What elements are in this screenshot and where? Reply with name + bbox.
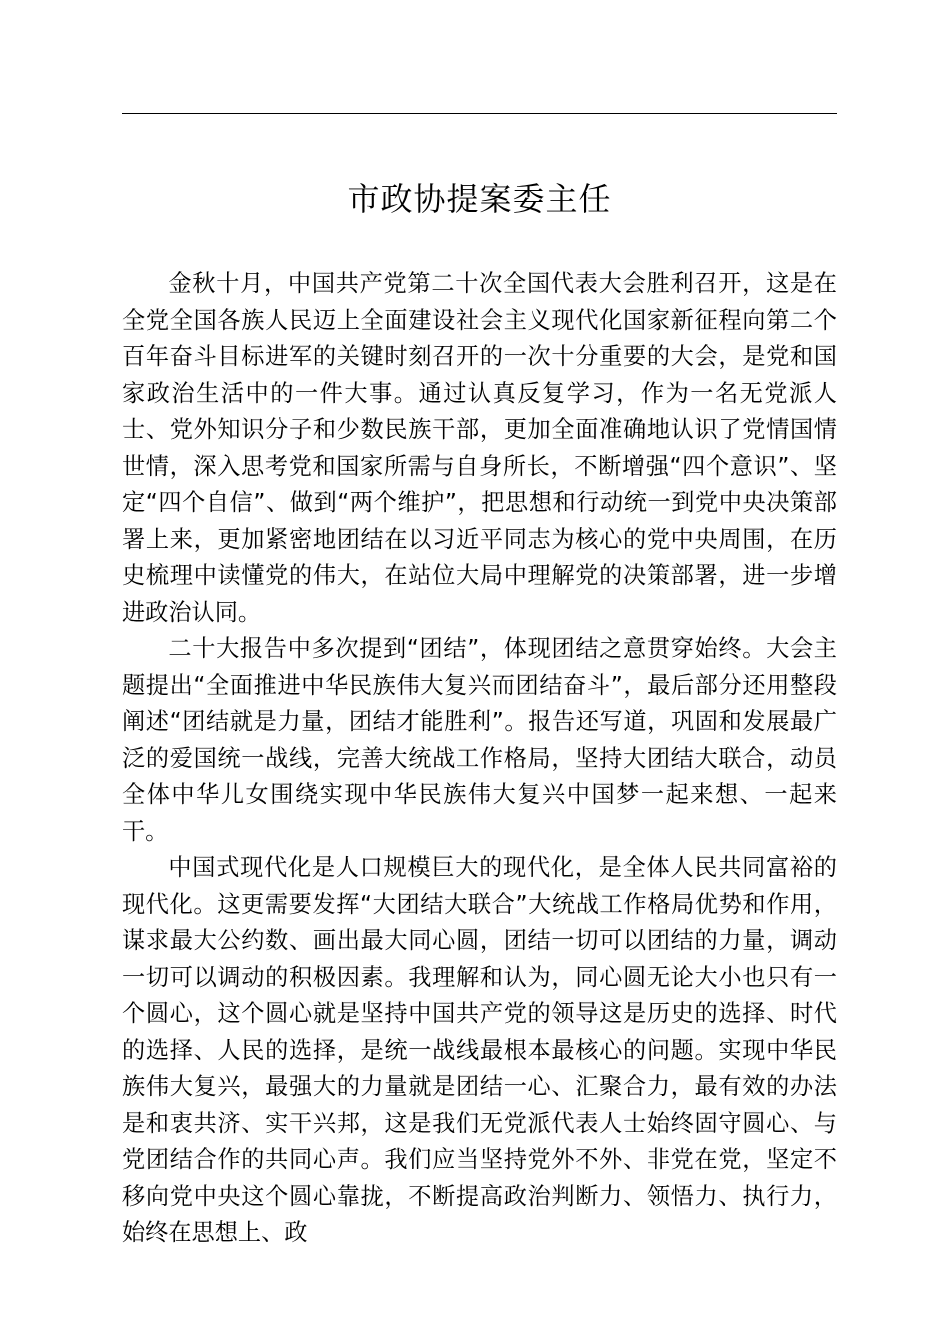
paragraph-2: 二十大报告中多次提到“团结”，体现团结之意贯穿始终。大会主题提出“全面推进中华民族伟大复兴而团结奋斗”，最后部分还用整段阐述“团结就是力量，团结才能胜利”。报告还写道，巩固和发展最广泛的爱国统一战线，完善大统战工作格局，坚持大团结大联合，动员全体中华儿女围绕实现中华民族伟大复兴中国梦一起来想、一起来干。 — [122, 635, 837, 845]
paragraph-3: 中国式现代化是人口规模巨大的现代化，是全体人民共同富裕的现代化。这更需要发挥“大团结大联合”大统战工作格局优势和作用，谋求最大公约数、画出最大同心圆，团结一切可以团结的力量，调动一切可以调动的积极因素。我理解和认为，同心圆无论大小也只有一个圆心，这个圆心就是坚持中国共产党的领导这是历史的选择、时代的选择、人民的选择，是统一战线最根本最核心的问题。实现中华民族伟大复兴，最强大的力量就是团结一心、汇聚合力，最有效的办法是和衷共济、实干兴邦，这是我们无党派代表人士始终固守圆心、与党团结合作的共同心声。我们应当坚持党外不外、非党在党，坚定不移向党中央这个圆心靠拢，不断提高政治判断力、领悟力、执行力，始终在思想上、政 — [122, 854, 837, 1246]
document-body — [122, 266, 837, 1252]
paragraph-1: 金秋十月，中国共产党第二十次全国代表大会胜利召开，这是在全党全国各族人民迈上全面建设社会主义现代化国家新征程向第二个百年奋斗目标进军的关键时刻召开的一次十分重要的大会，是党和国家政治生活中的一件大事。通过认真反复学习，作为一名无党派人士、党外知识分子和少数民族干部，更加全面准确地认识了党情国情世情，深入思考党和国家所需与自身所长，不断增强“四个意识”、坚定“四个自信”、做到“两个维护”，把思想和行动统一到党中央决策部署上来，更加紧密地团结在以习近平同志为核心的党中央周围，在历史梳理中读懂党的伟大，在站位大局中理解党的决策部署，进一步增进政治认同。 — [122, 270, 837, 626]
document-title: 市政协提案委主任 — [347, 180, 612, 218]
header-rule — [122, 113, 837, 114]
